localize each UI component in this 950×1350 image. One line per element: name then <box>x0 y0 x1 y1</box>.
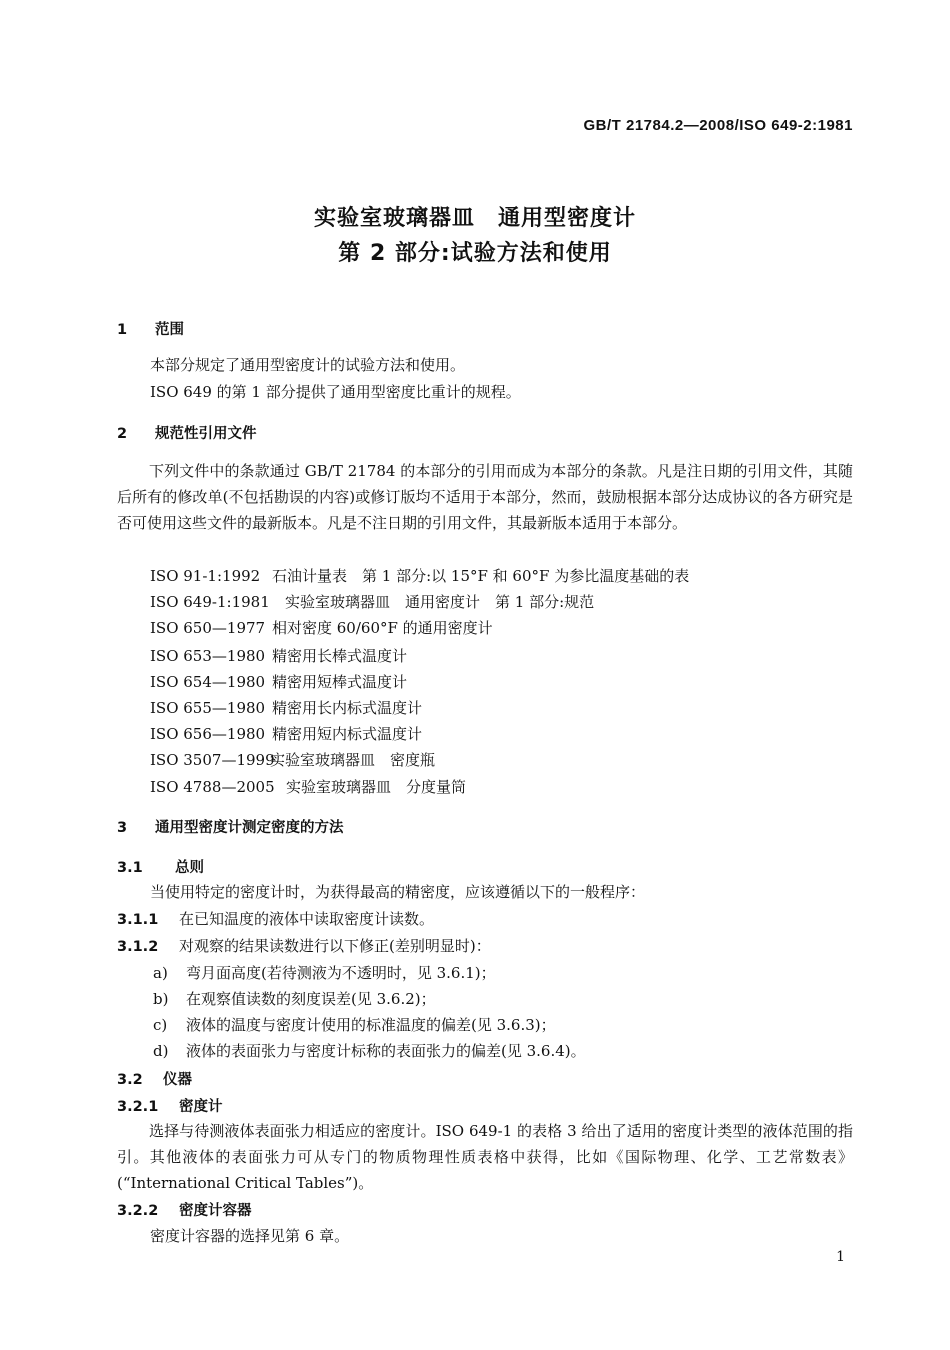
list-item: a) 弯月面高度(若待测液为不透明时，见 3.6.1)； <box>153 964 496 982</box>
clause-text: 对观察的结果读数进行以下修正(差别明显时)： <box>179 937 491 955</box>
clause-3-1-2 <box>117 936 491 957</box>
section-number: 1 <box>117 322 128 338</box>
list-item: c) 液体的温度与密度计使用的标准温度的偏差(见 3.6.3)； <box>153 1016 556 1034</box>
reference-item: ISO 91-1:1992 石油计量表 第 1 部分:以 15°F 和 60°F 为参比温度基础的表 <box>150 567 690 585</box>
list-item: d) 液体的表面张力与密度计标称的表面张力的偏差(见 3.6.4)。 <box>153 1042 586 1060</box>
standard-number-header: GB/T 21784.2—2008/ISO 649-2:1981 <box>583 117 853 134</box>
container-paragraph: 密度计容器的选择见第 6 章。 <box>150 1227 350 1245</box>
reference-item: ISO 653—1980 精密用长棒式温度计 <box>150 647 408 665</box>
scope-paragraph-1: 本部分规定了通用型密度计的试验方法和使用。 <box>150 356 466 374</box>
document-title-line-2: 第 2 部分:试验方法和使用 <box>338 241 612 266</box>
section-1-heading <box>117 320 184 340</box>
section-2-heading <box>117 424 257 444</box>
reference-item: ISO 654—1980 精密用短棒式温度计 <box>150 673 408 691</box>
clause-title: 密度计 <box>179 1099 223 1115</box>
section-title: 范围 <box>155 322 184 338</box>
list-item: b) 在观察值读数的刻度误差(见 3.6.2)； <box>153 990 436 1008</box>
scope-paragraph-2: ISO 649 的第 1 部分提供了通用型密度比重计的规程。 <box>150 383 521 401</box>
reference-item: ISO 655—1980 精密用长内标式温度计 <box>150 699 423 717</box>
page-number: 1 <box>836 1249 845 1265</box>
reference-item: ISO 4788—2005 实验室玻璃器皿 分度量筒 <box>150 778 467 796</box>
subsection-title: 仪器 <box>163 1072 192 1088</box>
reference-item: ISO 650—1977 相对密度 60/60°F 的通用密度计 <box>150 619 493 637</box>
section-3-heading <box>117 818 344 838</box>
subsection-3-1-heading <box>117 858 204 878</box>
section-title: 规范性引用文件 <box>155 426 257 442</box>
subsection-title: 总则 <box>175 860 204 876</box>
clause-number: 3.1.1 <box>117 912 159 928</box>
reference-item: ISO 649-1:1981 实验室玻璃器皿 通用密度计 第 1 部分:规范 <box>150 593 595 611</box>
clause-3-2-2-heading <box>117 1201 252 1221</box>
clause-number: 3.2.1 <box>117 1099 159 1115</box>
normative-references-paragraph: 下列文件中的条款通过 GB/T 21784 的本部分的引用而成为本部分的条款。凡是注日期的引用文件，其随后所有的修改单(不包括勘误的内容)或修订版均不适用于本部分，然而，鼓励根据本部分达成协议的各方研究是否可使用这些文件的最新版本。凡是不注日期的引用文件，其最新版本适用于本部分。 <box>117 462 853 532</box>
subsection-3-2-heading <box>117 1070 192 1090</box>
clause-number: 3.1.2 <box>117 939 159 955</box>
general-paragraph: 当使用特定的密度计时，为获得最高的精密度，应该遵循以下的一般程序： <box>150 883 646 901</box>
clause-3-1-1 <box>117 909 434 930</box>
subsection-number: 3.1 <box>117 860 143 876</box>
section-number: 3 <box>117 820 128 836</box>
clause-3-2-1-heading <box>117 1097 223 1117</box>
hydrometer-paragraph: 选择与待测液体表面张力相适应的密度计。ISO 649-1 的表格 3 给出了适用的密度计类型的液体范围的指引。其他液体的表面张力可从专门的物质物理性质表格中获得，比如《国际物理、化学、工艺常数表》(“International Critical Tables”)。 <box>117 1122 853 1192</box>
clause-number: 3.2.2 <box>117 1203 159 1219</box>
section-title: 通用型密度计测定密度的方法 <box>155 820 344 836</box>
clause-text: 在已知温度的液体中读取密度计读数。 <box>179 910 435 928</box>
reference-item: ISO 3507—1999实验室玻璃器皿 密度瓶 <box>150 751 436 769</box>
document-title-line-1: 实验室玻璃器皿 通用型密度计 <box>313 206 636 231</box>
subsection-number: 3.2 <box>117 1072 143 1088</box>
section-number: 2 <box>117 426 128 442</box>
reference-item: ISO 656—1980 精密用短内标式温度计 <box>150 725 423 743</box>
clause-title: 密度计容器 <box>179 1203 252 1219</box>
